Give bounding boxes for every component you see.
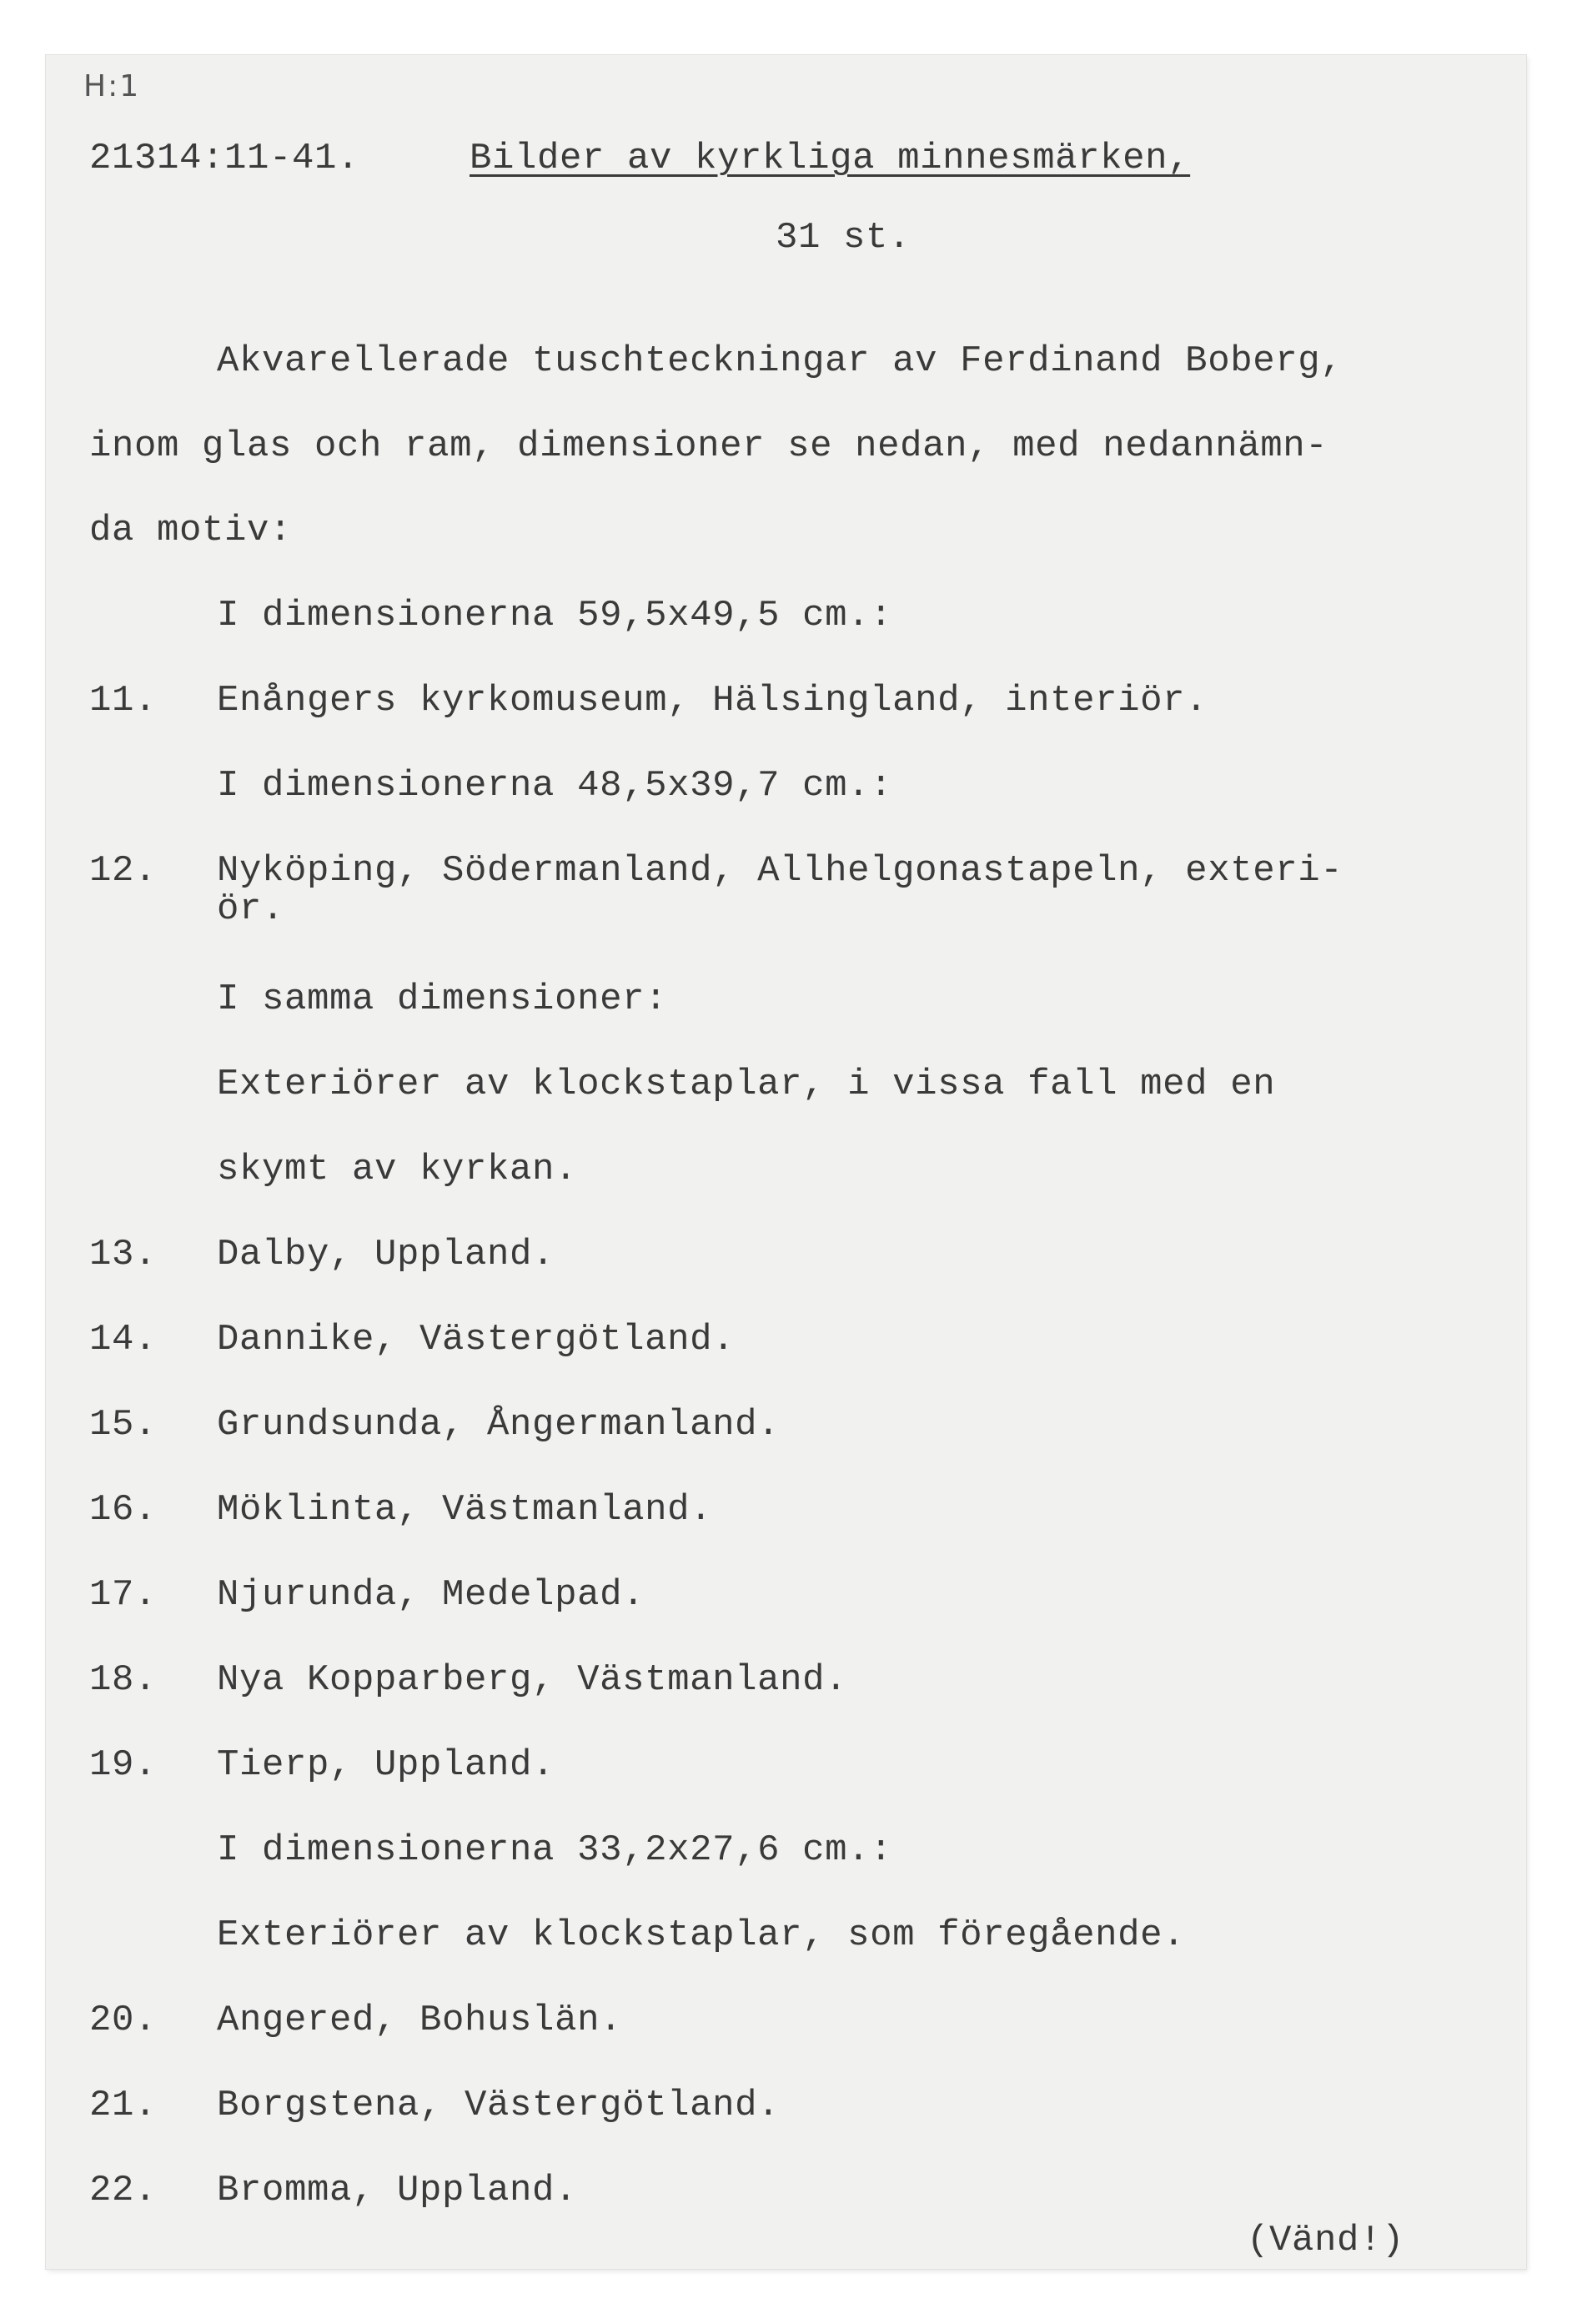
section-description: Exteriörer av klockstaplar, i vissa fall med en [217,1064,1276,1105]
item-text: Grundsunda, Ångermanland. [217,1404,781,1446]
item-number: 22. [89,2170,158,2211]
section-description: Exteriörer av klockstaplar, som föregående. [217,1914,1186,1956]
item-number: 21. [89,2085,158,2126]
card-title: Bilder av kyrkliga minnesmärken, [470,138,1191,179]
item-text: Borgstena, Västergötland. [217,2085,781,2126]
item-number: 16. [89,1489,158,1531]
turn-over-note: (Vänd!) [1247,2220,1405,2261]
section-heading: I dimensionerna 48,5x39,7 cm.: [217,765,893,807]
item-number: 20. [89,2000,158,2041]
item-text: Dannike, Västergötland. [217,1319,736,1361]
item-text-continued: ör. [217,888,285,930]
item-text: Enångers kyrkomuseum, Hälsingland, interiör. [217,680,1208,722]
item-number: 14. [89,1319,158,1361]
catalog-number: 21314:11-41. [89,138,360,179]
item-text: Bromma, Uppland. [217,2170,578,2211]
item-number: 19. [89,1744,158,1786]
item-number: 12. [89,850,158,892]
intro-line: inom glas och ram, dimensioner se nedan, med nedannämn- [89,425,1328,467]
item-text: Tierp, Uppland. [217,1744,555,1786]
item-count: 31 st. [776,217,912,259]
item-number: 17. [89,1574,158,1616]
item-number: 18. [89,1659,158,1701]
item-number: 15. [89,1404,158,1446]
handwritten-label: H:1 [83,69,141,103]
item-text: Nya Kopparberg, Västmanland. [217,1659,848,1701]
intro-line: da motiv: [89,510,293,551]
section-heading: I dimensionerna 33,2x27,6 cm.: [217,1829,893,1871]
item-number: 13. [89,1234,158,1275]
item-text: Njurunda, Medelpad. [217,1574,645,1616]
item-text: Möklinta, Västmanland. [217,1489,713,1531]
item-text: Angered, Bohuslän. [217,2000,623,2041]
item-number: 11. [89,680,158,722]
section-heading: I dimensionerna 59,5x49,5 cm.: [217,595,893,636]
intro-line: Akvarellerade tuschteckningar av Ferdinand Boberg, [217,340,1343,382]
section-description: skymt av kyrkan. [217,1149,578,1190]
item-text: Nyköping, Södermanland, Allhelgonastapeln, exteri- [217,850,1343,892]
section-heading: I samma dimensioner: [217,978,668,1020]
item-text: Dalby, Uppland. [217,1234,555,1275]
catalog-card [46,55,1526,2269]
